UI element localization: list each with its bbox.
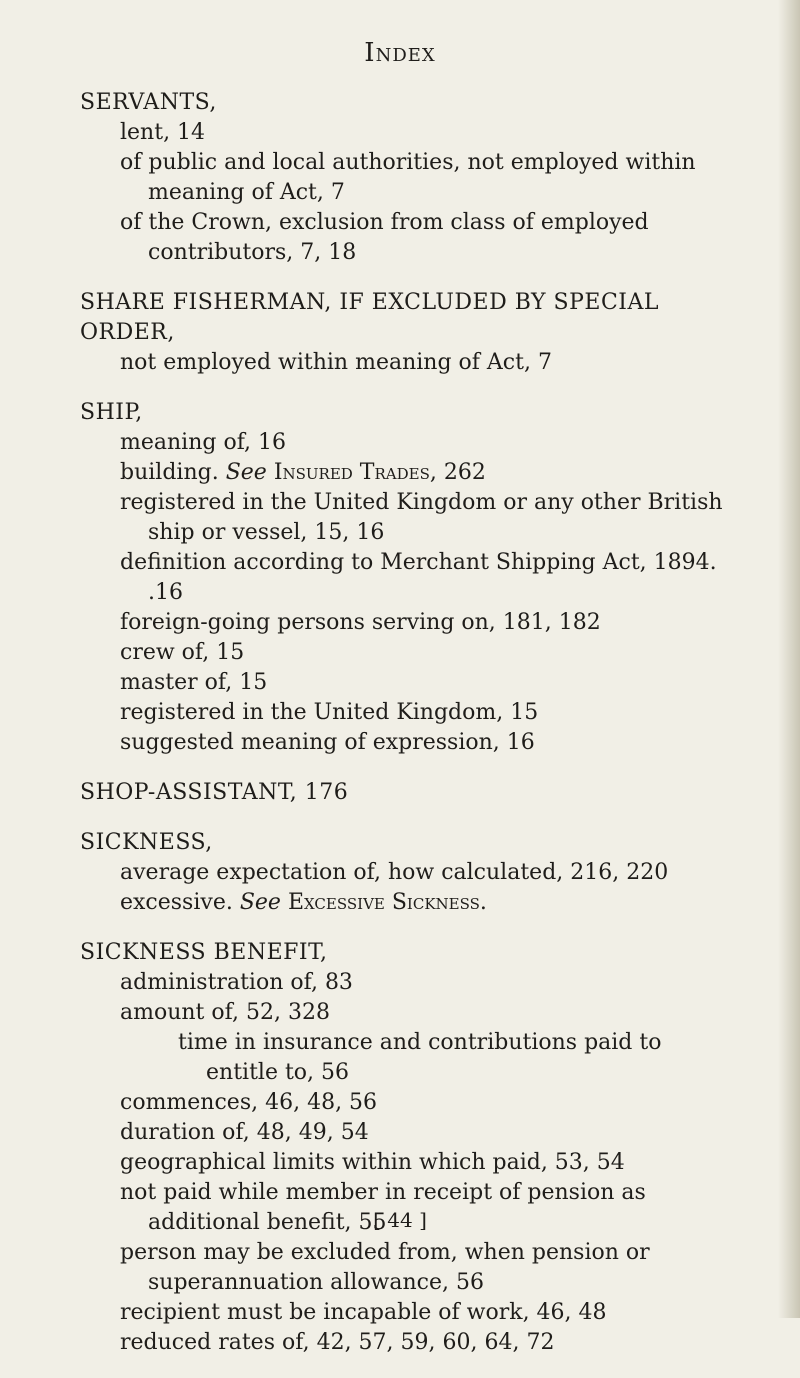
sub-entry: average expectation of, how calculated, 216, 220 [120,860,669,885]
sub-entry: definition according to Merchant Shipping Act, 1894. .16 [120,550,717,605]
sub-entry-cross-reference [80,458,740,488]
sub-entry-page: , 262 [429,460,486,485]
index-entry-sickness-benefit [80,938,740,1358]
cross-reference-target: Excessive Sickness. [287,890,487,915]
sub-entry: suggested meaning of expression, 16 [120,730,535,755]
entry-heading: SERVANTS, [80,90,217,115]
index-entry-sickness [80,828,740,918]
page-number: [ 44 ] [373,1208,427,1232]
index-entry-ship [80,398,740,758]
index-entry-servants [80,88,740,268]
entry-heading: SICKNESS BENEFIT, [80,940,328,965]
sub-entry: master of, 15 [120,670,268,695]
sub-entry-cross-reference [80,888,740,918]
sub-entry: of public and local authorities, not employed within meaning of Act, 7 [120,150,696,205]
see-label: See [225,460,267,485]
see-label: See [239,890,281,915]
entry-heading: SHOP-ASSISTANT, 176 [80,780,349,805]
entry-heading: SHIP, [80,400,143,425]
sub-entry: person may be excluded from, when pension or superannuation allowance, 56 [120,1240,650,1295]
page-edge-shadow [778,0,800,1318]
running-head: Index [364,38,436,68]
sub-entry: crew of, 15 [120,640,245,665]
sub-entry: administration of, 83 [120,970,353,995]
sub-entry: geographical limits within which paid, 53, 54 [120,1150,625,1175]
sub-entry: duration of, 48, 49, 54 [120,1120,369,1145]
sub-entry: foreign-going persons serving on, 181, 182 [120,610,601,635]
sub-sub-entry: time in insurance and contributions paid to entitle to, 56 [178,1030,662,1085]
sub-entry: amount of, 52, 328 [120,1000,330,1025]
sub-entry: lent, 14 [120,120,206,145]
index-entry-shop-assistant [80,778,740,808]
cross-reference-target: Insured Trades [273,460,430,485]
sub-entry: not employed within meaning of Act, 7 [120,350,552,375]
sub-entry: registered in the United Kingdom, 15 [120,700,539,725]
sub-entry: of the Crown, exclusion from class of employed contributors, 7, 18 [120,210,649,265]
sub-entry: recipient must be incapable of work, 46, 48 [120,1300,607,1325]
index-entry-share-fisherman [80,288,740,378]
sub-entry-text: building. [120,460,226,485]
sub-entry-text: excessive. [120,890,240,915]
sub-entry: commences, 46, 48, 56 [120,1090,378,1115]
entry-heading: SHARE FISHERMAN, IF EXCLUDED BY SPECIAL ORDER, [80,290,659,345]
entry-heading: SICKNESS, [80,830,213,855]
sub-entry: not paid while member in receipt of pension as additional benefit, 55 [120,1180,646,1235]
index-content [80,88,740,1378]
sub-entry: reduced rates of, 42, 57, 59, 60, 64, 72 [120,1330,555,1355]
sub-entry: registered in the United Kingdom or any other British ship or vessel, 15, 16 [120,490,723,545]
sub-entry: meaning of, 16 [120,430,287,455]
